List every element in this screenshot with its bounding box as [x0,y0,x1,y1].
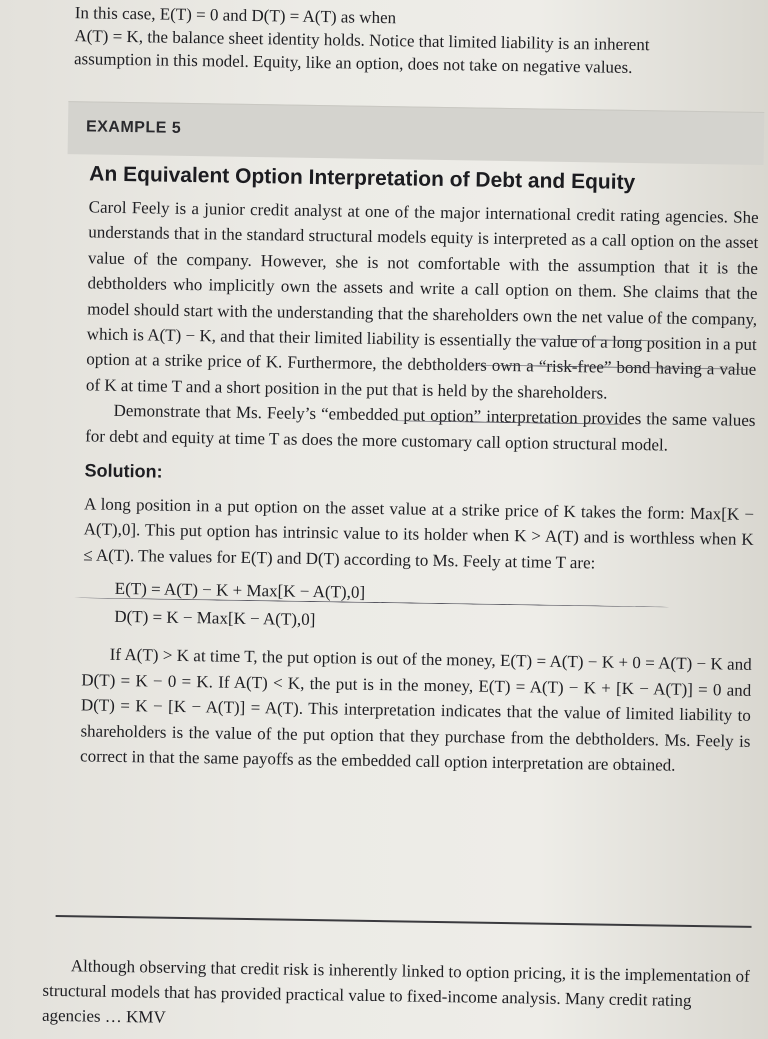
example-bottom-rule [56,915,752,928]
intro-line-1: In this case, E(T) = 0 and D(T) = A(T) as when [74,3,397,28]
equity-formula: E(T) = A(T) − K + Max[K − A(T),0] [114,579,366,603]
example-body [58,154,760,779]
following-paragraph-text: Although observing that credit risk is inherently linked to option pricing, it is the implementation of structural models that has provided practical value to fixed-income analysis. Many credit rating agencies … KMV [41,956,750,1027]
example-paragraph-1: Carol Feely is a junior credit analyst at one of the major international credit rating agencies. She understands that in the standard structural models equity is interpreted as a call option on the asset value of the company. However, she is not comfortable with the assumption that it is the debtholders who implicitly own the assets and write a call option on them. She claims that the model should start with the understanding that the shareholders own the net value of the company, which is A(T) − K, and that their limited liability is essentially the value of a long position in a put option at a strike price of K. Furthermore, the debtholders own a “risk-free” bond having a value of K at time T and a short position in the put that is held by the shareholders. [85,197,759,403]
intro-paragraph [74,1,765,81]
following-paragraph [42,953,753,1039]
intro-line-2: A(T) = K, the balance sheet identity holds. Notice that limited liability is an inherent [74,26,650,55]
debt-formula: D(T) = K − Max[K − A(T),0] [114,607,316,630]
intro-line-3: assumption in this model. Equity, like an option, does not take on negative values. [73,49,633,77]
example-label: EXAMPLE 5 [85,118,182,137]
formula-block [114,576,753,640]
example-paragraph-2: Demonstrate that Ms. Feely’s “embedded put option” interpretation provides the same values for debt and equity at time T as does the more customary call option structural model. [85,401,756,455]
solution-heading: Solution: [84,460,163,482]
example-title: An Equivalent Option Interpretation of Debt and Equity [89,162,636,194]
example-box [56,101,765,928]
solution-paragraph-2: If A(T) > K at time T, the put option is out of the money, E(T) = A(T) − K + 0 = A(T) − K and D(T) = K − 0 = K. If A(T) < K, the put is in the money, E(T) = A(T) − K + [K − A(T)] = 0 and D(T) = K − [K − A(T)] = A(T). This interpretation indicates that the value of limited liability to shareholders is the value of the put option that they purchase from the debtholders. Ms. Feely is correct in that the same payoffs as the embedded call option interpretation are obtained. [79,645,752,775]
solution-paragraph-1: A long position in a put option on the asset value at a strike price of K takes the form: Max[K − A(T),0]. This put option has intrinsic value to its holder when K > A(T) and is worthless when K ≤ A(T). The values for E(T) and D(T) according to Ms. Feely at time T are: [83,494,755,573]
